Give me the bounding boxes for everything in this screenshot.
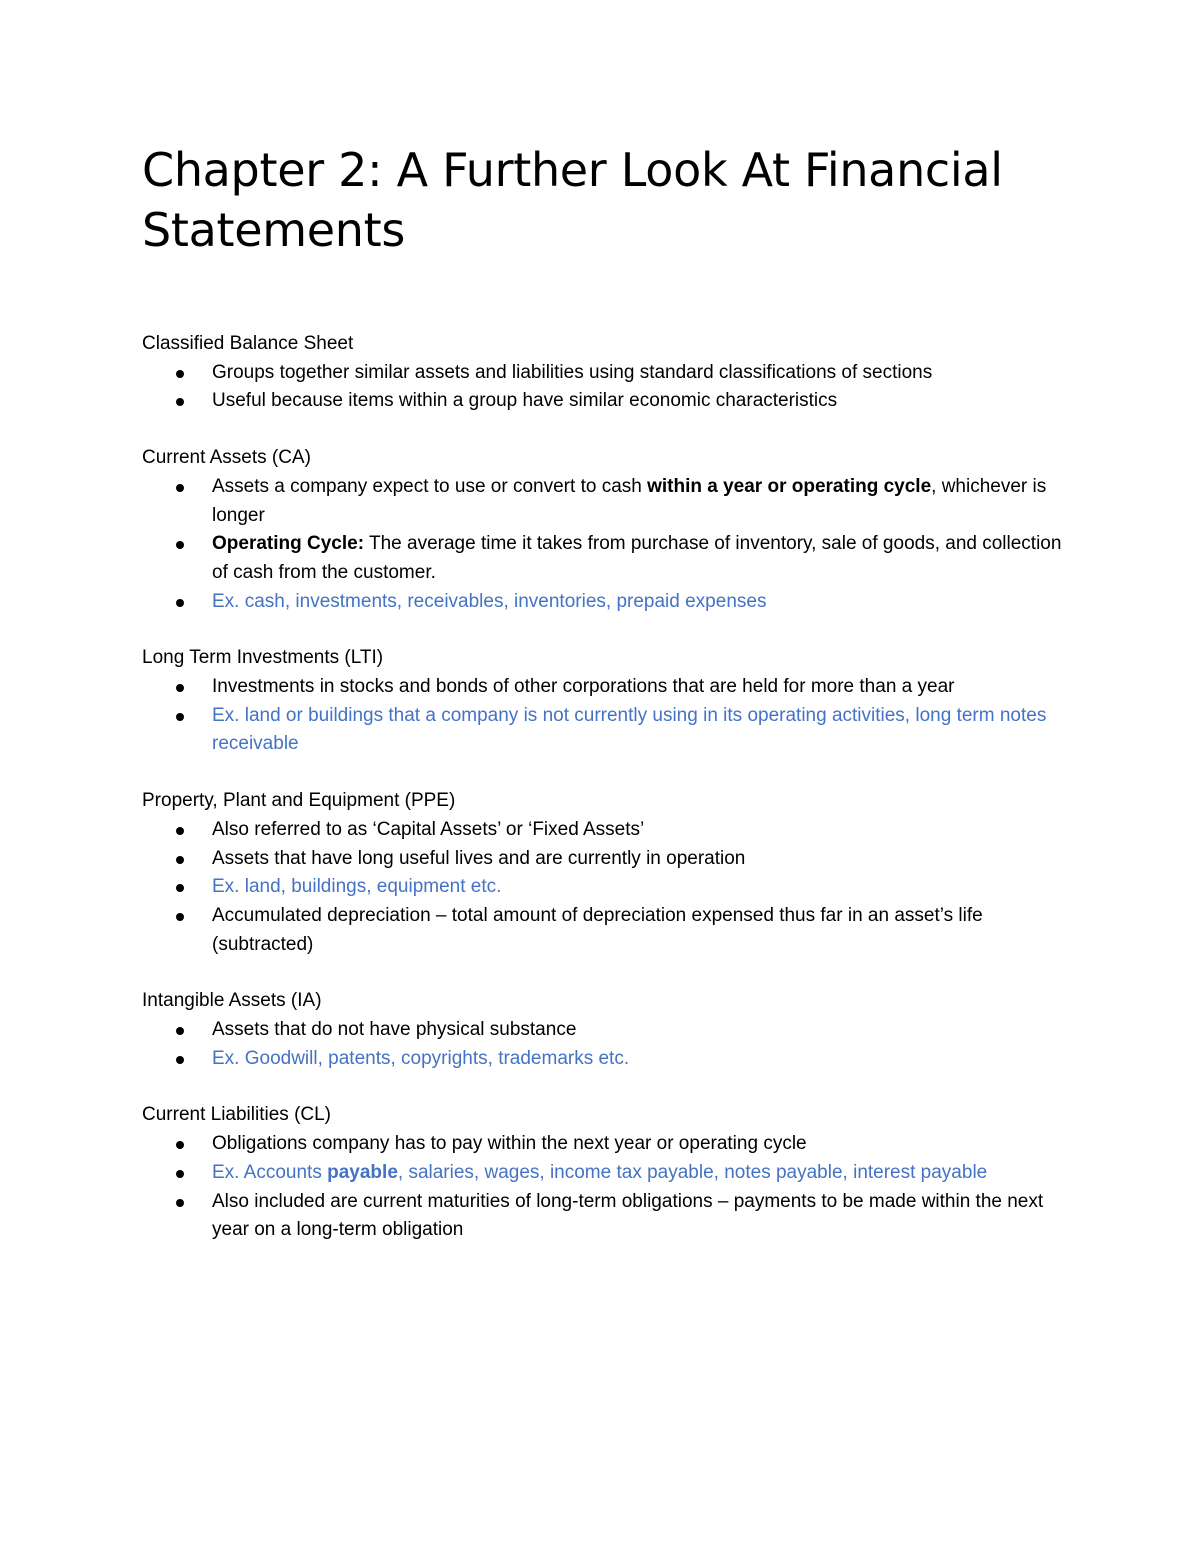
- example-item: Ex. cash, investments, receivables, inventories, prepaid expenses: [142, 588, 1082, 617]
- bold-text: payable: [327, 1161, 398, 1183]
- section-property-plant-equipment: [142, 787, 1082, 959]
- list-item: Useful because items within a group have similar economic characteristics: [142, 387, 1082, 416]
- bullet-list: [142, 816, 1082, 960]
- example-item: Ex. land or buildings that a company is not currently using in its operating activities, long term notes receivable: [142, 702, 1082, 759]
- bullet-list: [142, 1016, 1082, 1073]
- document-page: [142, 140, 1082, 1273]
- section-current-assets: [142, 444, 1082, 616]
- bullet-list: [142, 473, 1082, 617]
- section-heading: Long Term Investments (LTI): [142, 647, 384, 669]
- section-classified-balance-sheet: [142, 330, 1082, 416]
- page-title: Chapter 2: A Further Look At Financial Statements: [142, 143, 1003, 257]
- list-item: Accumulated depreciation – total amount of depreciation expensed thus far in an asset’s life (subtracted): [142, 902, 1082, 959]
- section-heading: Intangible Assets (IA): [142, 990, 322, 1012]
- item-text: Assets a company expect to use or convert to cash: [212, 475, 648, 497]
- list-item: [142, 473, 1082, 530]
- bullet-list: [142, 1130, 1082, 1245]
- item-text: , salaries, wages, income tax payable, notes payable, interest payable: [397, 1161, 988, 1183]
- bold-term: Operating Cycle:: [212, 533, 365, 555]
- section-heading: Current Assets (CA): [142, 447, 311, 469]
- section-intangible-assets: [142, 987, 1082, 1073]
- bold-text: within a year or operating cycle: [647, 475, 932, 497]
- section-heading: Classified Balance Sheet: [142, 333, 354, 354]
- item-text: The average time it takes from purchase of inventory, sale of goods, and collection of cash from the customer.: [212, 533, 1062, 583]
- list-item: [142, 530, 1082, 587]
- example-item: [142, 1159, 1082, 1188]
- section-current-liabilities: [142, 1101, 1082, 1245]
- bullet-list: [142, 359, 1082, 416]
- list-item: Also referred to as ‘Capital Assets’ or ‘Fixed Assets’: [142, 816, 1082, 845]
- list-item: Also included are current maturities of long-term obligations – payments to be made within the next year on a long-term obligation: [142, 1188, 1082, 1245]
- item-text: Ex. Accounts: [212, 1161, 328, 1183]
- section-heading: Current Liabilities (CL): [142, 1104, 332, 1126]
- list-item: Investments in stocks and bonds of other corporations that are held for more than a year: [142, 673, 1082, 702]
- list-item: Obligations company has to pay within the next year or operating cycle: [142, 1130, 1082, 1159]
- section-heading: Property, Plant and Equipment (PPE): [142, 790, 456, 812]
- bullet-list: [142, 673, 1082, 759]
- list-item: Assets that do not have physical substance: [142, 1016, 1082, 1045]
- example-item: Ex. Goodwill, patents, copyrights, trademarks etc.: [142, 1045, 1082, 1074]
- item-text: , whichever is longer: [212, 475, 1047, 526]
- list-item: Assets that have long useful lives and are currently in operation: [142, 845, 1082, 874]
- section-long-term-investments: [142, 644, 1082, 759]
- example-item: Ex. land, buildings, equipment etc.: [142, 873, 1082, 902]
- list-item: Groups together similar assets and liabilities using standard classifications of sections: [142, 359, 1082, 388]
